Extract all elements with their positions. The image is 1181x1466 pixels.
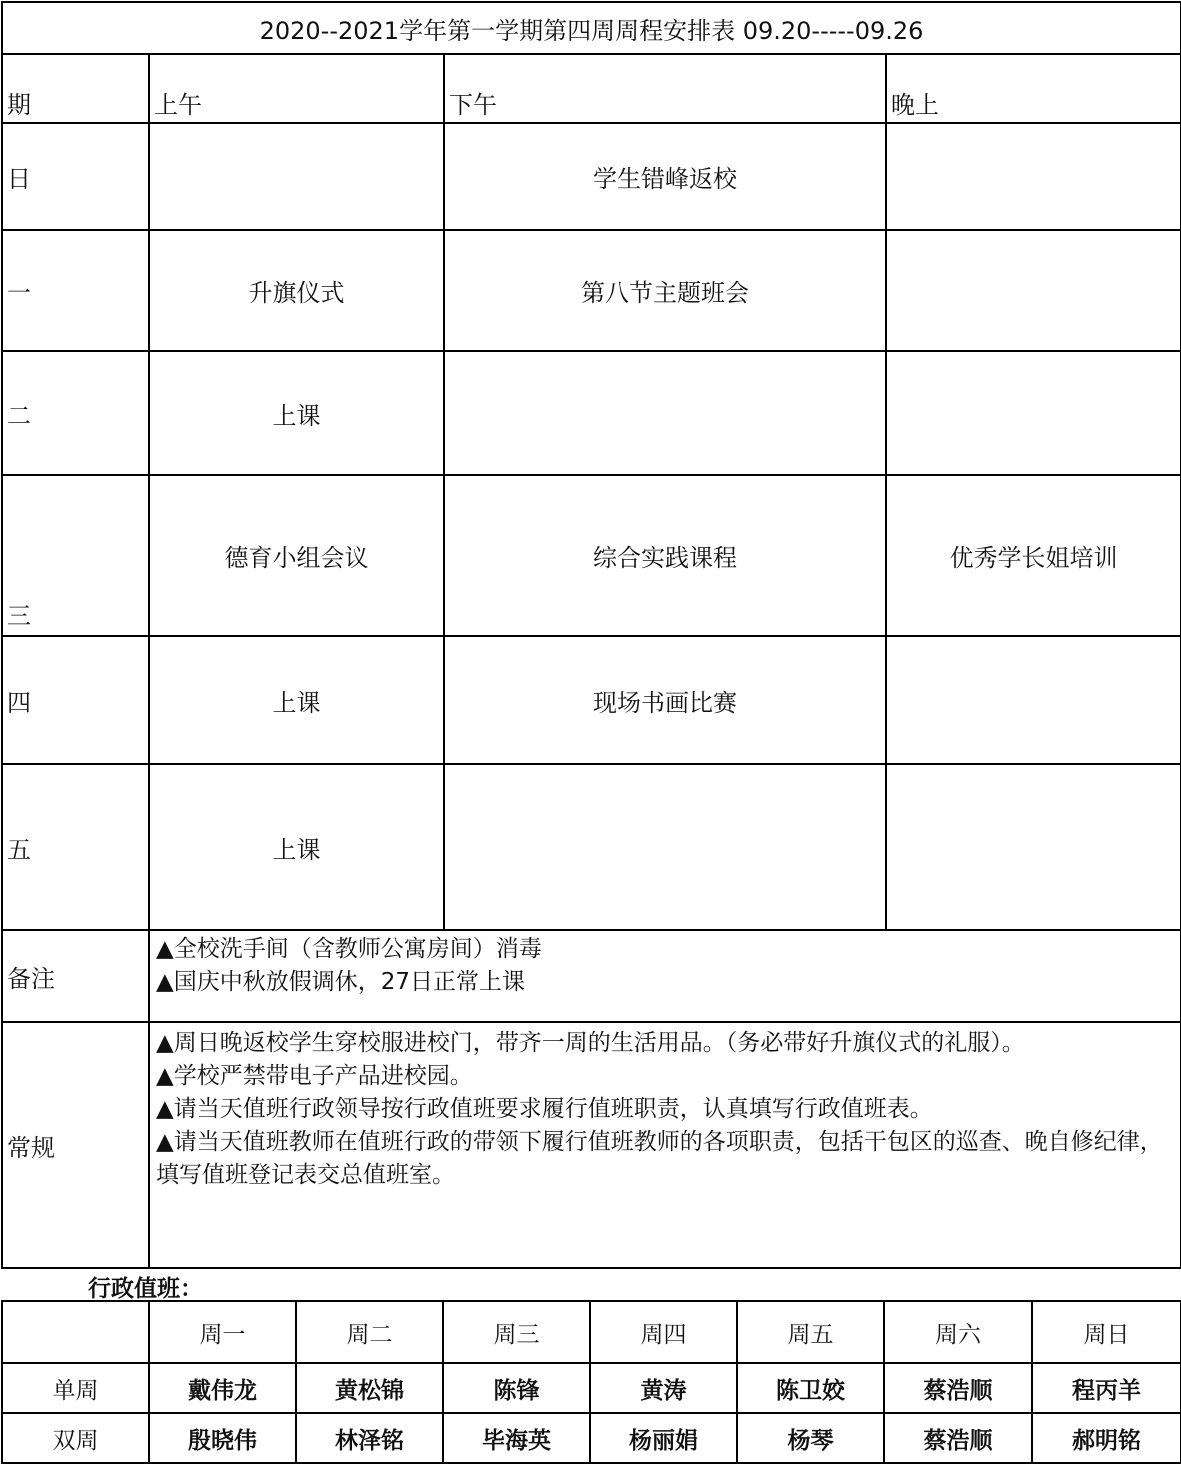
- cell-evening: [886, 764, 1181, 930]
- duty-weekday: 周一: [149, 1301, 296, 1363]
- duty-name: 戴伟龙: [149, 1363, 296, 1413]
- day-label: 三: [2, 475, 149, 636]
- duty-row-label: 双周: [2, 1413, 149, 1463]
- remarks-content: [149, 930, 1181, 1022]
- routine-line: ▲周日晚返校学生穿校服进校门，带齐一周的生活用品。（务必带好升旗仪式的礼服）。: [156, 1030, 1025, 1056]
- remark-line: ▲国庆中秋放假调休，27日正常上课: [156, 969, 525, 995]
- duty-name: 陈卫姣: [737, 1363, 884, 1413]
- duty-name: 杨丽娟: [590, 1413, 737, 1463]
- cell-morning: 上课: [149, 636, 444, 764]
- remarks-label: 备注: [2, 930, 149, 1022]
- cell-afternoon: [444, 351, 886, 475]
- duty-name: 黄松锦: [296, 1363, 443, 1413]
- duty-weekday: 周二: [296, 1301, 443, 1363]
- routine-line: ▲学校严禁带电子产品进校园。: [156, 1063, 473, 1089]
- row-wednesday: [2, 475, 1181, 636]
- day-label: 四: [2, 636, 149, 764]
- duty-name: 程丙羊: [1032, 1363, 1181, 1413]
- header-evening: 晚上: [886, 54, 1181, 123]
- header-afternoon: 下午: [444, 54, 886, 123]
- duty-name: 陈锋: [443, 1363, 590, 1413]
- duty-weekday: 周六: [884, 1301, 1032, 1363]
- routine-line: ▲请当天值班教师在值班行政的带领下履行值班教师的各项职责，包括干包区的巡查、晚自修纪律，填写值班登记表交总值班室。: [156, 1129, 1163, 1188]
- routine-label: 常规: [2, 1022, 149, 1268]
- duty-name: 郝明铭: [1032, 1413, 1181, 1463]
- duty-corner: [2, 1301, 149, 1363]
- cell-afternoon: 第八节主题班会: [444, 230, 886, 351]
- row-sunday: [2, 123, 1181, 230]
- cell-afternoon: 学生错峰返校: [444, 123, 886, 230]
- duty-name: 殷晓伟: [149, 1413, 296, 1463]
- day-label: 五: [2, 764, 149, 930]
- day-label: 一: [2, 230, 149, 351]
- duty-name: 林泽铭: [296, 1413, 443, 1463]
- row-friday: [2, 764, 1181, 930]
- duty-name: 黄涛: [590, 1363, 737, 1413]
- row-thursday: [2, 636, 1181, 764]
- cell-morning: 升旗仪式: [149, 230, 444, 351]
- duty-name: 毕海英: [443, 1413, 590, 1463]
- duty-heading: 行政值班：: [88, 1276, 203, 1302]
- duty-weekday: 周三: [443, 1301, 590, 1363]
- cell-morning: 上课: [149, 351, 444, 475]
- cell-afternoon: 现场书画比赛: [444, 636, 886, 764]
- duty-weekday: 周四: [590, 1301, 737, 1363]
- day-label: 日: [2, 123, 149, 230]
- duty-name: 杨琴: [737, 1413, 884, 1463]
- row-remarks: [2, 930, 1181, 1022]
- cell-morning: 德育小组会议: [149, 475, 444, 636]
- cell-afternoon: 综合实践课程: [444, 475, 886, 636]
- duty-row-odd-week: [2, 1363, 1181, 1413]
- cell-morning: [149, 123, 444, 230]
- duty-header-row: [2, 1301, 1181, 1363]
- duty-row-label: 单周: [2, 1363, 149, 1413]
- day-label: 二: [2, 351, 149, 475]
- header-period: 期: [2, 54, 149, 123]
- cell-evening: 优秀学长姐培训: [886, 475, 1181, 636]
- cell-evening: [886, 123, 1181, 230]
- duty-weekday: 周日: [1032, 1301, 1181, 1363]
- weekly-schedule-table: [1, 1, 1181, 1269]
- cell-morning: 上课: [149, 764, 444, 930]
- row-monday: [2, 230, 1181, 351]
- header-row: [2, 54, 1181, 123]
- cell-evening: [886, 230, 1181, 351]
- routine-line: ▲请当天值班行政领导按行政值班要求履行值班职责，认真填写行政值班表。: [156, 1096, 933, 1122]
- remark-line: ▲全校洗手间（含教师公寓房间）消毒: [156, 936, 542, 962]
- header-morning: 上午: [149, 54, 444, 123]
- cell-evening: [886, 351, 1181, 475]
- duty-roster-table: [1, 1300, 1181, 1464]
- routine-content: [149, 1022, 1181, 1268]
- duty-name: 蔡浩顺: [884, 1363, 1032, 1413]
- page-title: 2020--2021学年第一学期第四周周程安排表 09.20-----09.26: [2, 2, 1181, 54]
- duty-weekday: 周五: [737, 1301, 884, 1363]
- duty-name: 蔡浩顺: [884, 1413, 1032, 1463]
- cell-afternoon: [444, 764, 886, 930]
- row-routine: [2, 1022, 1181, 1268]
- cell-evening: [886, 636, 1181, 764]
- row-tuesday: [2, 351, 1181, 475]
- duty-row-even-week: [2, 1413, 1181, 1463]
